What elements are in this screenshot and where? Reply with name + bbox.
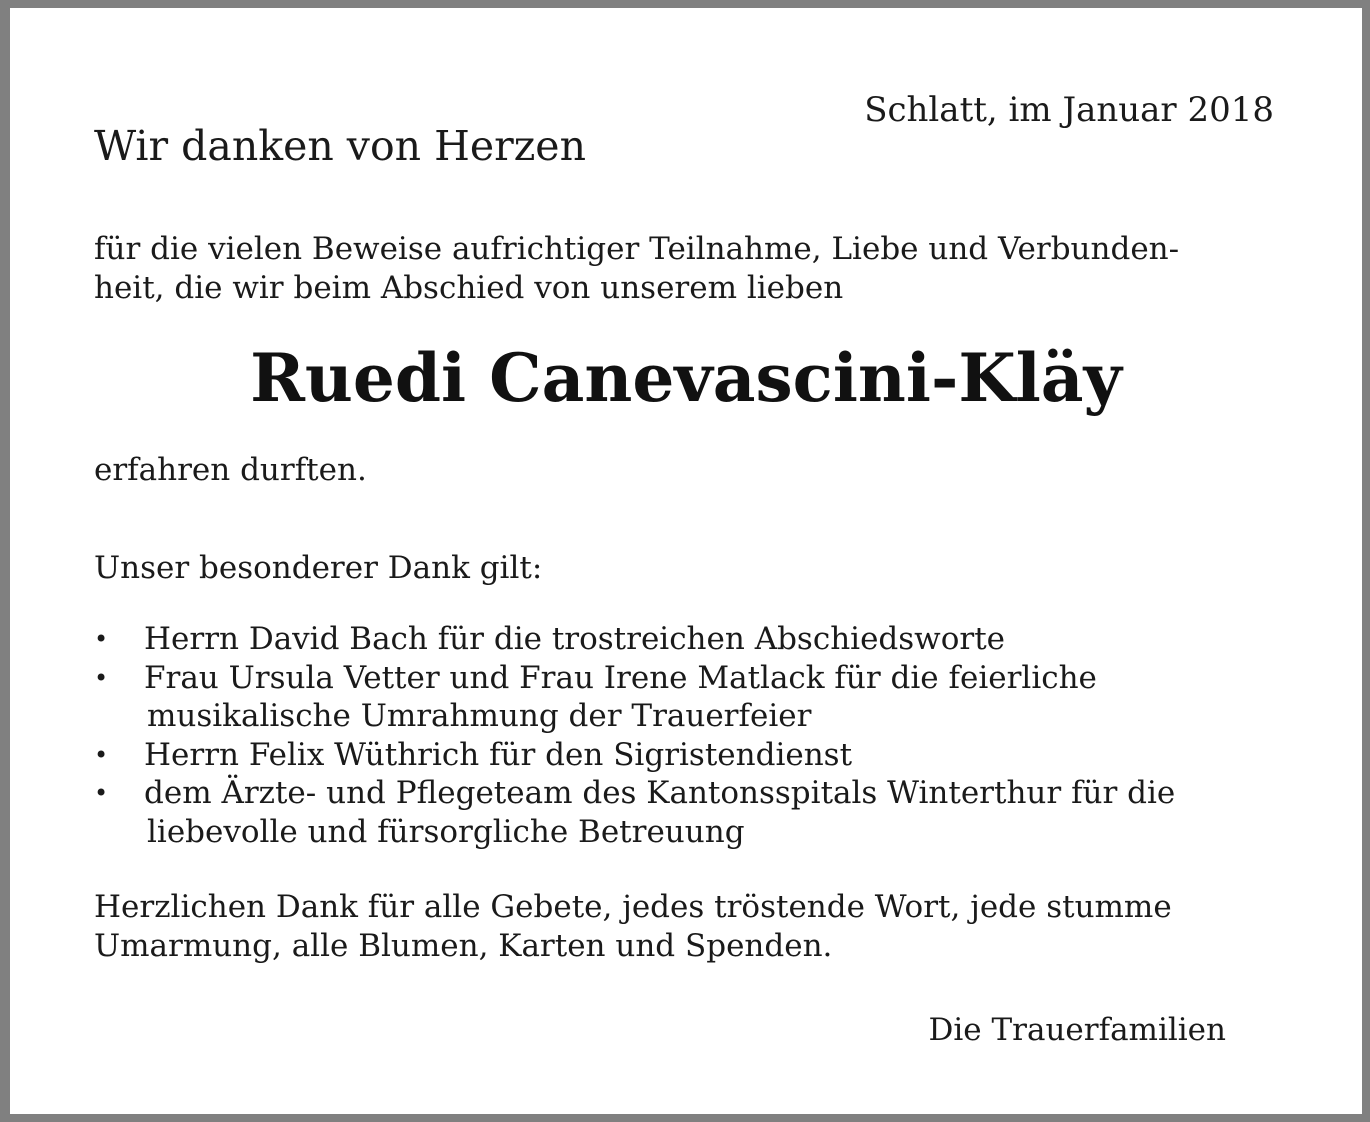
bullet-icon: • [94, 625, 109, 653]
closing-line-1: Herzlichen Dank für alle Gebete, jedes tröstende Wort, jede stumme [94, 889, 1172, 925]
intro-line-2: heit, die wir beim Abschied von unserem lieben [94, 270, 844, 306]
place-date: Schlatt, im Januar 2018 [864, 90, 1274, 130]
after-name-text: erfahren durften. [94, 452, 367, 488]
deceased-name: Ruedi Canevascini-Kläy [250, 339, 1122, 417]
closing-line-2: Umarmung, alle Blumen, Karten und Spenden. [94, 928, 833, 964]
bullet-icon: • [94, 740, 109, 769]
thanks-list [94, 620, 1314, 851]
thanks-item-line: Herrn Felix Wüthrich für den Sigristendienst [144, 736, 853, 773]
closing-text [94, 888, 1294, 966]
thanks-item-line: Frau Ursula Vetter und Frau Irene Matlack für die feierliche [144, 659, 1097, 696]
thanks-item-line: dem Ärzte- und Pflegeteam des Kantonsspitals Winterthur für die [144, 775, 1176, 811]
thanks-heading: Unser besonderer Dank gilt: [94, 550, 543, 586]
bullet-icon: • [94, 663, 109, 692]
thanks-item [94, 620, 1314, 659]
thanks-item-line: Herrn David Bach für die trostreichen Abschiedsworte [144, 621, 1005, 657]
bullet-icon: • [94, 779, 109, 807]
intro-text [94, 230, 1294, 308]
notice-heading: Wir danken von Herzen [94, 122, 586, 170]
signature: Die Trauerfamilien [928, 1012, 1226, 1048]
thanks-item [94, 659, 1314, 736]
intro-line-1: für die vielen Beweise aufrichtiger Teilnahme, Liebe und Verbunden- [94, 231, 1180, 267]
thanks-item-continuation: musikalische Umrahmung der Trauerfeier [147, 698, 812, 734]
thanks-item [94, 774, 1314, 851]
thanks-item-continuation: liebevolle und fürsorgliche Betreuung [147, 813, 745, 850]
thanks-item [94, 736, 1314, 775]
